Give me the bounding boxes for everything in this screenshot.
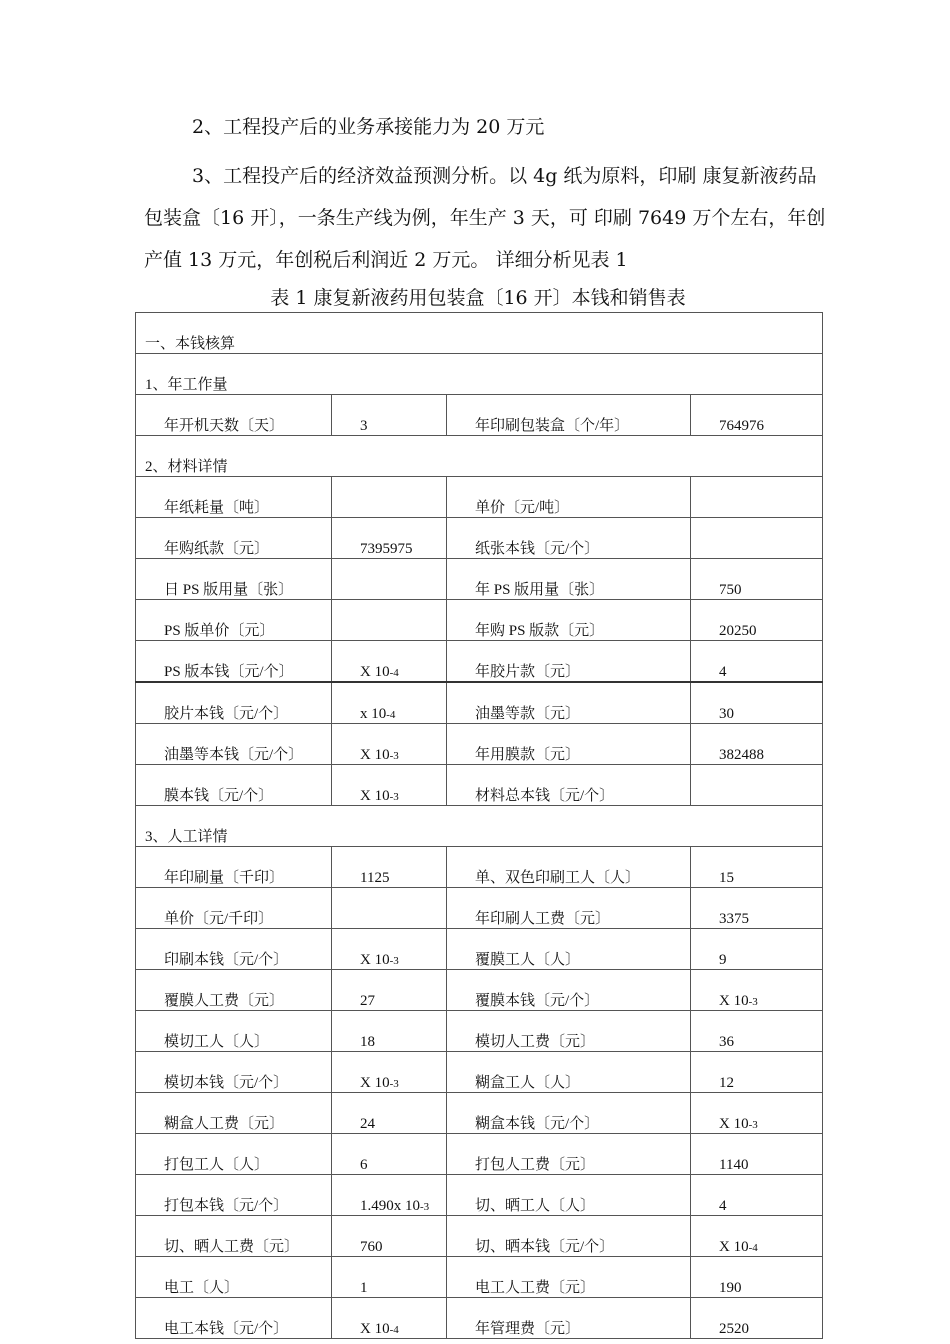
cell-value [691, 1134, 823, 1175]
section-row [136, 313, 823, 354]
cell-value-text: 6 [360, 1157, 368, 1173]
cell-label [447, 518, 691, 559]
cell-value [691, 1093, 823, 1134]
cell-label [136, 1175, 332, 1216]
table-row [136, 600, 823, 641]
cell-value-text: 1140 [719, 1157, 749, 1173]
cell-value [691, 1052, 823, 1093]
cell-value [332, 724, 447, 765]
section-labor-details: 3、人工详情 [136, 806, 823, 847]
cell-value [332, 600, 447, 641]
cell-value [332, 929, 447, 970]
cell-value [332, 477, 447, 518]
exponent-text: -3 [389, 791, 399, 803]
cell-label-text: 切、晒人工费〔元〕 [164, 1239, 300, 1255]
cell-value [691, 477, 823, 518]
cell-value-text: 1125 [360, 870, 390, 886]
cell-label [447, 1175, 691, 1216]
table-row [136, 1011, 823, 1052]
cell-value [332, 1134, 447, 1175]
cell-value [332, 970, 447, 1011]
cell-value-text: 12 [719, 1075, 734, 1091]
cell-label [136, 1011, 332, 1052]
cell-value-text: 3 [360, 418, 368, 434]
cell-value-text: X 10 [719, 1239, 749, 1255]
cell-label [136, 518, 332, 559]
cell-value [332, 559, 447, 600]
cell-label [447, 765, 691, 806]
cell-value-text: 7395975 [360, 541, 413, 557]
cell-value-text: 760 [360, 1239, 383, 1255]
cell-value [691, 1011, 823, 1052]
cell-value-text: X 10 [360, 952, 390, 968]
table-row [136, 1298, 823, 1339]
cell-value [332, 1011, 447, 1052]
table-row [136, 395, 823, 436]
cell-label-text: 打包工人〔人〕 [164, 1157, 270, 1173]
cell-label [447, 641, 691, 683]
cell-value-text: X 10 [360, 1321, 390, 1337]
cell-value [691, 847, 823, 888]
cell-label-text: 单价〔元/千印〕 [164, 911, 274, 927]
cell-value-text: 20250 [719, 623, 757, 639]
cell-value-text: X 10 [360, 747, 390, 763]
cell-value-text: 1 [360, 1280, 368, 1296]
cell-label-text: 年印刷人工费〔元〕 [475, 911, 611, 927]
cell-label-text: 单价〔元/吨〕 [475, 500, 570, 516]
section-row [136, 806, 823, 847]
cell-label-text: 模切工人〔人〕 [164, 1034, 270, 1050]
table-row [136, 1134, 823, 1175]
cell-value [691, 765, 823, 806]
exponent-text: -3 [389, 750, 399, 762]
cell-label [447, 724, 691, 765]
cell-value [691, 1175, 823, 1216]
exponent-text: -3 [748, 1119, 758, 1131]
cell-label [136, 395, 332, 436]
cell-value [332, 641, 447, 683]
table-row [136, 1216, 823, 1257]
table-row [136, 682, 823, 724]
section-annual-workload: 1、年工作量 [136, 354, 823, 395]
cell-value-text: 15 [719, 870, 734, 886]
cell-value [332, 888, 447, 929]
cost-sales-table [135, 312, 823, 1339]
cell-label-text: 模切人工费〔元〕 [475, 1034, 596, 1050]
cell-value-text: 764976 [719, 418, 764, 434]
cell-value-text: X 10 [360, 788, 390, 804]
cell-label-text: 年用膜款〔元〕 [475, 747, 581, 763]
cell-value [332, 1216, 447, 1257]
cell-value-text: X 10 [719, 1116, 749, 1132]
paragraph-capacity: 2、工程投产后的业务承接能力为 20 万元 [192, 116, 545, 138]
exponent-text: -3 [748, 996, 758, 1008]
cell-label [447, 888, 691, 929]
cell-label-text: PS 版单价〔元〕 [164, 623, 275, 639]
cell-label [447, 600, 691, 641]
cell-label-text: 膜本钱〔元/个〕 [164, 788, 274, 804]
cell-value [332, 682, 447, 724]
cell-label-text: 年胶片款〔元〕 [475, 664, 581, 680]
cell-label-text: PS 版本钱〔元/个〕 [164, 664, 294, 680]
cell-label [447, 1257, 691, 1298]
exponent-text: -4 [386, 709, 396, 721]
cell-label-text: 油墨等款〔元〕 [475, 706, 581, 722]
cell-label-text: 模切本钱〔元/个〕 [164, 1075, 289, 1091]
cell-label [447, 395, 691, 436]
cell-value [691, 395, 823, 436]
cell-value-text: 1.490x 10 [360, 1198, 420, 1214]
cell-label-text: 年购 PS 版款〔元〕 [475, 623, 605, 639]
cell-label-text: 年纸耗量〔吨〕 [164, 500, 270, 516]
cell-label-text: 糊盒人工费〔元〕 [164, 1116, 285, 1132]
cell-label-text: 覆膜本钱〔元/个〕 [475, 993, 600, 1009]
table-row [136, 559, 823, 600]
cell-label [447, 1298, 691, 1339]
cell-label [447, 1011, 691, 1052]
cell-label-text: 年开机天数〔天〕 [164, 418, 285, 434]
cell-label [136, 477, 332, 518]
cell-label [136, 724, 332, 765]
cell-label-text: 电工本钱〔元/个〕 [164, 1321, 289, 1337]
cell-label [136, 970, 332, 1011]
cell-label [447, 682, 691, 724]
table-row [136, 1052, 823, 1093]
cell-label-text: 覆膜人工费〔元〕 [164, 993, 285, 1009]
cell-label-text: 覆膜工人〔人〕 [475, 952, 581, 968]
cell-value [332, 1093, 447, 1134]
cell-value-text: 750 [719, 582, 742, 598]
cell-label-text: 印刷本钱〔元/个〕 [164, 952, 289, 968]
cell-value [691, 518, 823, 559]
cell-label [136, 847, 332, 888]
exponent-text: -3 [389, 1078, 399, 1090]
cell-label [447, 929, 691, 970]
cell-value [691, 1257, 823, 1298]
cell-label-text: 电工人工费〔元〕 [475, 1280, 596, 1296]
cell-label-text: 材料总本钱〔元/个〕 [475, 788, 615, 804]
cell-value [691, 888, 823, 929]
cell-value-text: x 10 [360, 706, 387, 722]
cell-value [332, 1298, 447, 1339]
table-row [136, 1093, 823, 1134]
cell-label-text: 年管理费〔元〕 [475, 1321, 581, 1337]
cell-value [691, 1298, 823, 1339]
exponent-text: -4 [389, 1324, 399, 1336]
cell-label [447, 1052, 691, 1093]
cell-label-text: 年购纸款〔元〕 [164, 541, 270, 557]
exponent-text: -3 [420, 1201, 430, 1213]
cell-label [136, 559, 332, 600]
exponent-text: -3 [389, 955, 399, 967]
cell-value [691, 559, 823, 600]
table-row [136, 1175, 823, 1216]
cell-label [447, 970, 691, 1011]
cell-value-text: 4 [719, 1198, 727, 1214]
cell-label-text: 年 PS 版用量〔张〕 [475, 582, 605, 598]
table-row [136, 929, 823, 970]
cell-label [136, 682, 332, 724]
cell-value-text: 382488 [719, 747, 764, 763]
cell-label [447, 1216, 691, 1257]
cell-label [136, 929, 332, 970]
cell-value-text: 24 [360, 1116, 375, 1132]
cell-value [332, 765, 447, 806]
cell-value [332, 1175, 447, 1216]
cell-value [691, 600, 823, 641]
cell-label [447, 559, 691, 600]
cell-label [136, 641, 332, 683]
cell-label-text: 打包人工费〔元〕 [475, 1157, 596, 1173]
cell-value [691, 1216, 823, 1257]
cell-label [136, 1093, 332, 1134]
cell-label-text: 电工〔人〕 [164, 1280, 240, 1296]
section-row [136, 354, 823, 395]
table-row [136, 724, 823, 765]
section-material-details: 2、材料详情 [136, 436, 823, 477]
cell-label-text: 年印刷量〔千印〕 [164, 870, 285, 886]
cell-label [447, 1134, 691, 1175]
cell-label [136, 888, 332, 929]
cell-label [447, 1093, 691, 1134]
cell-value [332, 1052, 447, 1093]
cell-value-text: 36 [719, 1034, 734, 1050]
cell-value [691, 929, 823, 970]
cell-label-text: 糊盒本钱〔元/个〕 [475, 1116, 600, 1132]
table-row [136, 765, 823, 806]
table-row [136, 970, 823, 1011]
cell-label [136, 1216, 332, 1257]
cell-label [136, 1052, 332, 1093]
cell-label-text: 油墨等本钱〔元/个〕 [164, 747, 304, 763]
cell-value [691, 682, 823, 724]
cell-label-text: 糊盒工人〔人〕 [475, 1075, 581, 1091]
cell-label-text: 纸张本钱〔元/个〕 [475, 541, 600, 557]
cell-label-text: 切、晒本钱〔元/个〕 [475, 1239, 615, 1255]
cell-value-text: 3375 [719, 911, 749, 927]
section-row [136, 436, 823, 477]
cell-value-text: 2520 [719, 1321, 749, 1337]
cell-value-text: X 10 [719, 993, 749, 1009]
cell-value [332, 847, 447, 888]
paragraph-benefit-analysis: 3、工程投产后的经济效益预测分析。以 4g 纸为原料，印刷 康复新液药品包装盒〔16 开〕，一条生产线为例，年生产 3 天，可 印刷 7649 万个左右，年创产值 13 万元，年创税后利润近 2 万元。 详细分析见表 1 [144, 165, 826, 271]
table-row [136, 847, 823, 888]
cell-value [332, 1257, 447, 1298]
cell-value-text: X 10 [360, 664, 390, 680]
table-row [136, 1257, 823, 1298]
cell-label-text: 胶片本钱〔元/个〕 [164, 706, 289, 722]
cell-value-text: 18 [360, 1034, 375, 1050]
cell-label-text: 日 PS 版用量〔张〕 [164, 582, 294, 598]
cell-value-text: 4 [719, 664, 727, 680]
cell-label-text: 切、晒工人〔人〕 [475, 1198, 596, 1214]
cell-label [136, 600, 332, 641]
cell-label-text: 打包本钱〔元/个〕 [164, 1198, 289, 1214]
table-caption: 表 1 康复新液药用包装盒〔16 开〕本钱和销售表 [270, 287, 686, 309]
section-cost-accounting: 一、本钱核算 [136, 313, 823, 354]
cell-label-text: 单、双色印刷工人〔人〕 [475, 870, 641, 886]
cell-value [691, 970, 823, 1011]
cell-label [136, 1134, 332, 1175]
cell-label [136, 1298, 332, 1339]
cell-value-text: X 10 [360, 1075, 390, 1091]
table-row [136, 477, 823, 518]
cell-label-text: 年印刷包装盒〔个/年〕 [475, 418, 630, 434]
cell-label [447, 847, 691, 888]
exponent-text: -4 [748, 1242, 758, 1254]
cell-value [691, 724, 823, 765]
cell-value [332, 395, 447, 436]
cell-value-text: 27 [360, 993, 375, 1009]
cell-value-text: 30 [719, 706, 734, 722]
cell-label [447, 477, 691, 518]
cell-label [136, 1257, 332, 1298]
cell-value [691, 641, 823, 683]
cell-value [332, 518, 447, 559]
cell-value-text: 190 [719, 1280, 742, 1296]
table-row [136, 518, 823, 559]
exponent-text: -4 [389, 667, 399, 679]
cell-label [136, 765, 332, 806]
table-row [136, 641, 823, 683]
table-row [136, 888, 823, 929]
cell-value-text: 9 [719, 952, 727, 968]
